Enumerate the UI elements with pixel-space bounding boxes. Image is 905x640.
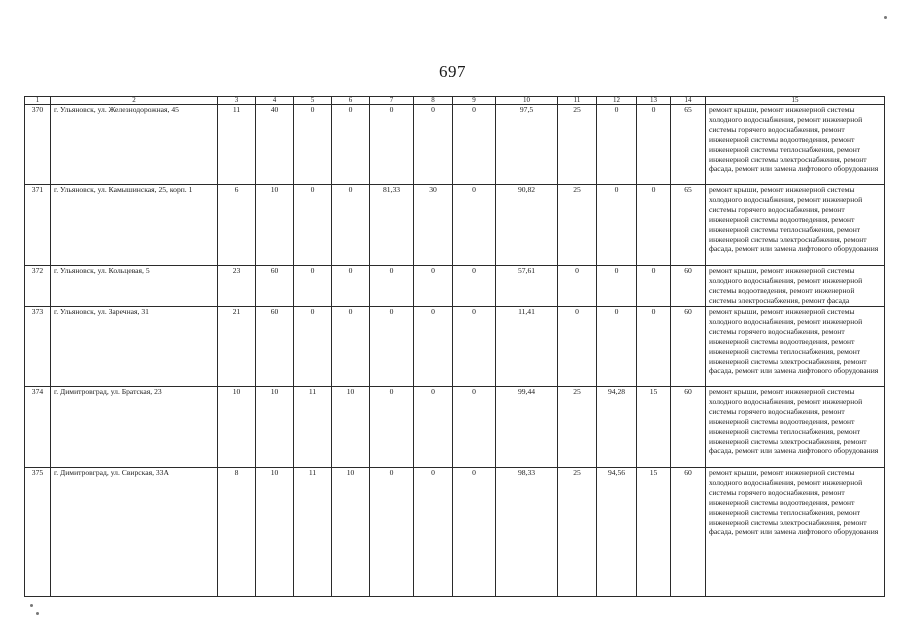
value-cell: 99,44 [496, 387, 558, 468]
row-number-cell: 373 [25, 307, 51, 387]
value-cell: 60 [671, 307, 706, 387]
value-cell: 98,33 [496, 468, 558, 597]
value-cell: 0 [332, 105, 370, 185]
column-number: 5 [294, 97, 332, 105]
value-cell: 0 [558, 266, 597, 307]
value-cell: 0 [294, 266, 332, 307]
value-cell: 23 [218, 266, 256, 307]
value-cell: 0 [558, 307, 597, 387]
value-cell: 57,61 [496, 266, 558, 307]
value-cell: 0 [370, 105, 414, 185]
value-cell: 10 [218, 387, 256, 468]
value-cell: 0 [370, 468, 414, 597]
value-cell: 15 [637, 468, 671, 597]
value-cell: 0 [414, 387, 453, 468]
value-cell: 90,82 [496, 185, 558, 266]
scan-speck [30, 604, 33, 607]
work-types-cell: ремонт крыши, ремонт инженерной системы холодного водоснабжения, ремонт инженерной системы горячего водоснабжения, ремонт инженерной системы водоотведения, ремонт инженерной системы теплоснабжения, ремонт инженерной системы электроснабжения, ремонт фасада, ремонт или замена лифтового оборудования [706, 307, 885, 387]
value-cell: 60 [256, 266, 294, 307]
value-cell: 0 [294, 307, 332, 387]
value-cell: 0 [414, 266, 453, 307]
address-cell: г. Ульяновск, ул. Заречная, 31 [51, 307, 218, 387]
value-cell: 0 [453, 307, 496, 387]
column-number: 13 [637, 97, 671, 105]
value-cell: 0 [294, 185, 332, 266]
row-number-cell: 371 [25, 185, 51, 266]
value-cell: 10 [256, 387, 294, 468]
value-cell: 0 [332, 266, 370, 307]
value-cell: 25 [558, 105, 597, 185]
value-cell: 0 [637, 266, 671, 307]
work-types-cell: ремонт крыши, ремонт инженерной системы холодного водоснабжения, ремонт инженерной системы горячего водоснабжения, ремонт инженерной системы водоотведения, ремонт инженерной системы теплоснабжения, ремонт инженерной системы электроснабжения, ремонт фасада, ремонт или замена лифтового оборудования [706, 468, 885, 597]
address-cell: г. Ульяновск, ул. Кольцевая, 5 [51, 266, 218, 307]
value-cell: 0 [597, 307, 637, 387]
page-number: 697 [439, 62, 466, 81]
column-number: 6 [332, 97, 370, 105]
address-cell: г. Димитровград, ул. Свирская, 33А [51, 468, 218, 597]
column-number: 11 [558, 97, 597, 105]
value-cell: 0 [637, 185, 671, 266]
value-cell: 0 [414, 105, 453, 185]
row-number-cell: 374 [25, 387, 51, 468]
value-cell: 10 [256, 468, 294, 597]
column-number: 1 [25, 97, 51, 105]
value-cell: 21 [218, 307, 256, 387]
value-cell: 25 [558, 468, 597, 597]
value-cell: 0 [453, 468, 496, 597]
value-cell: 11 [294, 387, 332, 468]
work-types-cell: ремонт крыши, ремонт инженерной системы холодного водоснабжения, ремонт инженерной системы горячего водоснабжения, ремонт инженерной системы водоотведения, ремонт инженерной системы теплоснабжения, ремонт инженерной системы электроснабжения, ремонт фасада, ремонт или замена лифтового оборудования [706, 105, 885, 185]
value-cell: 0 [453, 266, 496, 307]
value-cell: 60 [671, 266, 706, 307]
value-cell: 0 [597, 185, 637, 266]
column-number: 7 [370, 97, 414, 105]
value-cell: 10 [332, 387, 370, 468]
value-cell: 0 [453, 105, 496, 185]
value-cell: 10 [256, 185, 294, 266]
column-number: 12 [597, 97, 637, 105]
column-number: 2 [51, 97, 218, 105]
column-number: 9 [453, 97, 496, 105]
value-cell: 40 [256, 105, 294, 185]
value-cell: 11 [294, 468, 332, 597]
value-cell: 0 [332, 307, 370, 387]
row-number-cell: 375 [25, 468, 51, 597]
column-number: 14 [671, 97, 706, 105]
address-cell: г. Димитровград, ул. Братская, 23 [51, 387, 218, 468]
value-cell: 0 [414, 307, 453, 387]
value-cell: 65 [671, 105, 706, 185]
value-cell: 0 [370, 387, 414, 468]
column-number: 3 [218, 97, 256, 105]
column-number: 10 [496, 97, 558, 105]
value-cell: 0 [332, 185, 370, 266]
address-cell: г. Ульяновск, ул. Железнодорожная, 45 [51, 105, 218, 185]
value-cell: 0 [294, 105, 332, 185]
value-cell: 60 [671, 387, 706, 468]
value-cell: 11,41 [496, 307, 558, 387]
value-cell: 94,56 [597, 468, 637, 597]
value-cell: 60 [671, 468, 706, 597]
work-types-cell: ремонт крыши, ремонт инженерной системы холодного водоснабжения, ремонт инженерной системы горячего водоснабжения, ремонт инженерной системы водоотведения, ремонт инженерной системы теплоснабжения, ремонт инженерной системы электроснабжения, ремонт фасада, ремонт или замена лифтового оборудования [706, 387, 885, 468]
value-cell: 60 [256, 307, 294, 387]
value-cell: 0 [597, 105, 637, 185]
value-cell: 0 [597, 266, 637, 307]
value-cell: 10 [332, 468, 370, 597]
table-row [25, 307, 885, 387]
value-cell: 8 [218, 468, 256, 597]
value-cell: 25 [558, 387, 597, 468]
repair-program-table [24, 96, 885, 597]
value-cell: 0 [370, 307, 414, 387]
column-number: 8 [414, 97, 453, 105]
table-header-row [25, 97, 885, 105]
value-cell: 94,28 [597, 387, 637, 468]
value-cell: 97,5 [496, 105, 558, 185]
work-types-cell: ремонт крыши, ремонт инженерной системы холодного водоснабжения, ремонт инженерной системы горячего водоснабжения, ремонт инженерной системы водоотведения, ремонт инженерной системы теплоснабжения, ремонт инженерной системы электроснабжения, ремонт фасада, ремонт или замена лифтового оборудования [706, 185, 885, 266]
value-cell: 0 [370, 266, 414, 307]
row-number-cell: 372 [25, 266, 51, 307]
value-cell: 0 [453, 185, 496, 266]
value-cell: 65 [671, 185, 706, 266]
table-row [25, 185, 885, 266]
value-cell: 25 [558, 185, 597, 266]
table-row [25, 105, 885, 185]
address-cell: г. Ульяновск, ул. Камышинская, 25, корп. 1 [51, 185, 218, 266]
value-cell: 0 [414, 468, 453, 597]
value-cell: 30 [414, 185, 453, 266]
row-number-cell: 370 [25, 105, 51, 185]
column-number: 15 [706, 97, 885, 105]
scan-speck [884, 16, 887, 19]
table-row [25, 387, 885, 468]
value-cell: 81,33 [370, 185, 414, 266]
table-row [25, 468, 885, 597]
value-cell: 0 [453, 387, 496, 468]
value-cell: 15 [637, 387, 671, 468]
value-cell: 0 [637, 307, 671, 387]
work-types-cell: ремонт крыши, ремонт инженерной системы холодного водоснабжения, ремонт инженерной системы водоотведения, ремонт инженерной системы электроснабжения, ремонт фасада [706, 266, 885, 307]
value-cell: 0 [637, 105, 671, 185]
scan-speck [36, 612, 39, 615]
column-number: 4 [256, 97, 294, 105]
table-row [25, 266, 885, 307]
value-cell: 11 [218, 105, 256, 185]
value-cell: 6 [218, 185, 256, 266]
